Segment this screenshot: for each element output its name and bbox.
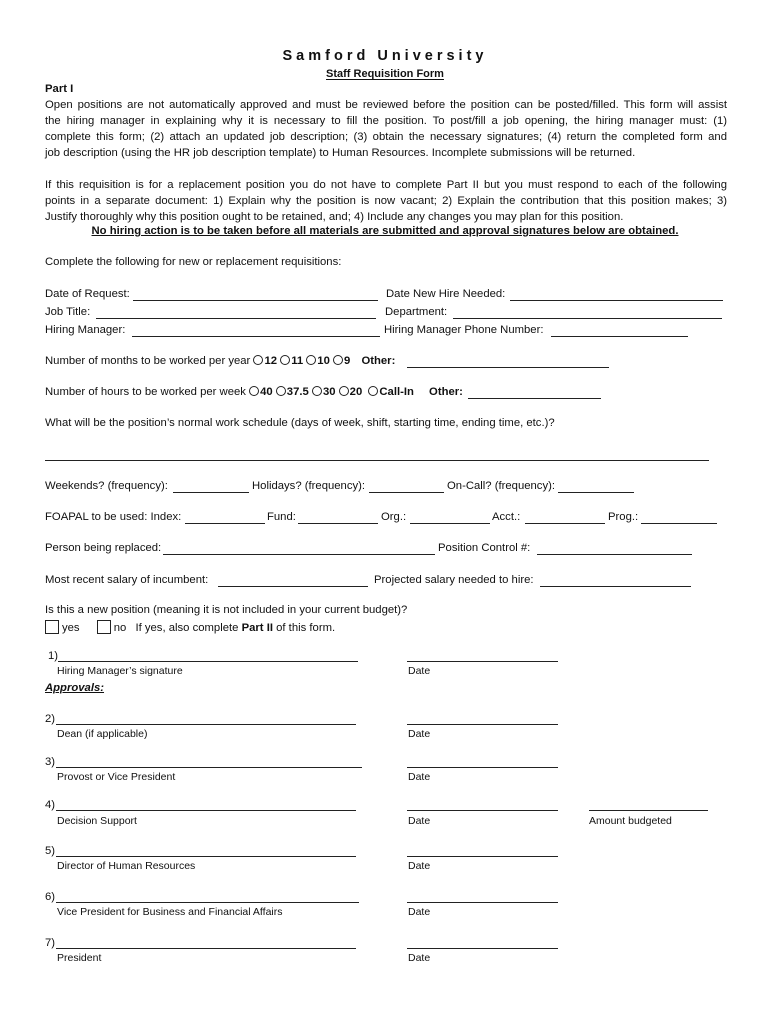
holidays-label: Holidays? (frequency): (252, 480, 366, 492)
hours-option-37-5[interactable]: 37.5 (276, 386, 309, 398)
radio-icon[interactable] (249, 386, 259, 396)
department-field[interactable] (453, 318, 722, 319)
signature-number: 7) (45, 937, 56, 949)
date-label: Date (408, 815, 431, 827)
signature-number: 2) (45, 713, 56, 725)
signature-number: 1) (48, 650, 59, 662)
form-title (0, 68, 770, 80)
checkbox-icon[interactable] (45, 620, 59, 634)
radio-icon[interactable] (312, 386, 322, 396)
person-replaced-field[interactable] (163, 554, 435, 555)
approvals-heading: Approvals: (45, 682, 105, 694)
date-new-hire-field[interactable] (510, 300, 723, 301)
hr-director-signature-line[interactable] (56, 856, 356, 857)
recent-salary-field[interactable] (218, 586, 368, 587)
signature-date-line[interactable] (407, 661, 558, 662)
hours-other-field[interactable] (468, 398, 601, 399)
months-option-11[interactable]: 11 (280, 355, 303, 367)
no-option[interactable]: no (97, 622, 127, 634)
hours-label: Number of hours to be worked per week (45, 386, 246, 398)
yes-option[interactable]: yes (45, 622, 80, 634)
replacement-line: Justify thoroughly why this position ought to be retained, and; 4) Include any changes you may plan for this position. (45, 211, 624, 223)
radio-icon[interactable] (368, 386, 378, 396)
acct-field[interactable] (525, 523, 605, 524)
fund-field[interactable] (298, 523, 378, 524)
intro-line: job description (using the HR job description template) to Human Resources. Incomplete submissions will be returned. (45, 147, 636, 159)
signature-number: 6) (45, 891, 56, 903)
recent-salary-label: Most recent salary of incumbent: (45, 574, 209, 586)
signature-title: Hiring Manager’s signature (57, 665, 183, 677)
part-i-heading: Part I (45, 83, 74, 95)
foapal-index-label: FOAPAL to be used: Index: (45, 511, 182, 523)
radio-icon[interactable] (280, 355, 290, 365)
position-control-field[interactable] (537, 554, 692, 555)
president-signature-line[interactable] (56, 948, 356, 949)
months-label: Number of months to be worked per year (45, 355, 251, 367)
signature-title: President (57, 952, 102, 964)
hours-option-call-in[interactable]: Call-In (368, 386, 414, 398)
org-label: Org.: (381, 511, 407, 523)
weekends-field[interactable] (173, 492, 249, 493)
intro-line: the hiring manager in explaining why it is necessary to fill the position. To post/fill a job opening, the hiring manager must: (1) (45, 115, 727, 127)
schedule-question: What will be the position’s normal work schedule (days of week, shift, starting time, ending time, etc.)? (45, 417, 555, 429)
signature-number: 5) (45, 845, 56, 857)
hours-option-40[interactable]: 40 (249, 386, 273, 398)
date-label: Date (408, 952, 431, 964)
new-position-options (45, 620, 335, 634)
position-control-label: Position Control #: (438, 542, 531, 554)
provost-signature-line[interactable] (56, 767, 362, 768)
weekends-label: Weekends? (frequency): (45, 480, 168, 492)
job-title-field[interactable] (96, 318, 376, 319)
hiring-manager-phone-label: Hiring Manager Phone Number: (384, 324, 544, 336)
oncall-field[interactable] (558, 492, 634, 493)
months-option-12[interactable]: 12 (253, 355, 277, 367)
schedule-field[interactable] (45, 460, 709, 461)
vp-business-signature-line[interactable] (56, 902, 359, 903)
date-label: Date (408, 771, 431, 783)
hours-option-20[interactable]: 20 (339, 386, 363, 398)
signature-title: Vice President for Business and Financial Affairs (57, 906, 283, 918)
acct-label: Acct.: (492, 511, 521, 523)
date-label: Date (408, 728, 431, 740)
decision-support-signature-line[interactable] (56, 810, 356, 811)
signature-date-line[interactable] (407, 767, 558, 768)
months-option-9[interactable]: 9 (333, 355, 350, 367)
signature-date-line[interactable] (407, 724, 558, 725)
signature-title: Provost or Vice President (57, 771, 176, 783)
hiring-manager-signature-line[interactable] (58, 661, 358, 662)
person-replaced-label: Person being replaced: (45, 542, 162, 554)
replacement-line: If this requisition is for a replacement position you do not have to complete Part II but you must respond to each of the following (45, 179, 727, 191)
replacement-line: points in a separate document: 1) Explain why the position is now vacant; 2) Explain the contribution that this position makes; 3) (45, 195, 727, 207)
signature-date-line[interactable] (407, 902, 558, 903)
job-title-label: Job Title: (45, 306, 91, 318)
oncall-label: On-Call? (frequency): (447, 480, 555, 492)
date-new-hire-label: Date New Hire Needed: (386, 288, 506, 300)
intro-paragraph (45, 97, 727, 161)
amount-budgeted-line[interactable] (589, 810, 708, 811)
if-yes-note: If yes, also complete Part II of this form. (135, 622, 336, 634)
months-other-field[interactable] (407, 367, 609, 368)
radio-icon[interactable] (306, 355, 316, 365)
signature-title: Dean (if applicable) (57, 728, 148, 740)
radio-icon[interactable] (253, 355, 263, 365)
hiring-manager-label: Hiring Manager: (45, 324, 126, 336)
university-name: Samford University (282, 48, 488, 64)
radio-icon[interactable] (333, 355, 343, 365)
signature-date-line[interactable] (407, 810, 558, 811)
intro-line: complete this form; (2) attach an updated job description; (3) obtain the necessary signatures; (4) return the completed form and (45, 131, 727, 143)
date-label: Date (408, 665, 431, 677)
signature-date-line[interactable] (407, 856, 558, 857)
prog-label: Prog.: (608, 511, 639, 523)
projected-salary-field[interactable] (540, 586, 691, 587)
signature-title: Director of Human Resources (57, 860, 196, 872)
complete-prompt: Complete the following for new or replacement requisitions: (45, 256, 342, 268)
months-option-10[interactable]: 10 (306, 355, 330, 367)
checkbox-icon[interactable] (97, 620, 111, 634)
months-row (45, 355, 395, 367)
department-label: Department: (385, 306, 448, 318)
hours-option-30[interactable]: 30 (312, 386, 336, 398)
date-of-request-label: Date of Request: (45, 288, 130, 300)
signature-date-line[interactable] (407, 948, 558, 949)
months-other-label: Other: (361, 355, 396, 367)
signature-number: 3) (45, 756, 56, 768)
replacement-paragraph (45, 177, 727, 225)
hours-row (45, 386, 463, 398)
radio-icon[interactable] (276, 386, 286, 396)
hiring-manager-field[interactable] (132, 336, 380, 337)
projected-salary-label: Projected salary needed to hire: (374, 574, 534, 586)
org-field[interactable] (410, 523, 490, 524)
holidays-field[interactable] (369, 492, 444, 493)
fund-label: Fund: (267, 511, 296, 523)
dean-signature-line[interactable] (56, 724, 356, 725)
date-of-request-field[interactable] (133, 300, 378, 301)
radio-icon[interactable] (339, 386, 349, 396)
hiring-manager-phone-field[interactable] (551, 336, 688, 337)
hours-other-label: Other: (429, 386, 463, 398)
signature-number: 4) (45, 799, 56, 811)
amount-budgeted-label: Amount budgeted (589, 815, 672, 827)
form-title-text: Staff Requisition Form (326, 68, 444, 80)
date-label: Date (408, 860, 431, 872)
new-position-question: Is this a new position (meaning it is not included in your current budget)? (45, 604, 408, 616)
date-label: Date (408, 906, 431, 918)
signature-title: Decision Support (57, 815, 137, 827)
foapal-index-field[interactable] (185, 523, 265, 524)
hiring-warning: No hiring action is to be taken before all materials are submitted and approval signatures below are obtained. (91, 225, 679, 237)
prog-field[interactable] (641, 523, 717, 524)
intro-line: Open positions are not automatically approved and must be reviewed before the position can be posted/filled. This form will assist (45, 99, 727, 111)
